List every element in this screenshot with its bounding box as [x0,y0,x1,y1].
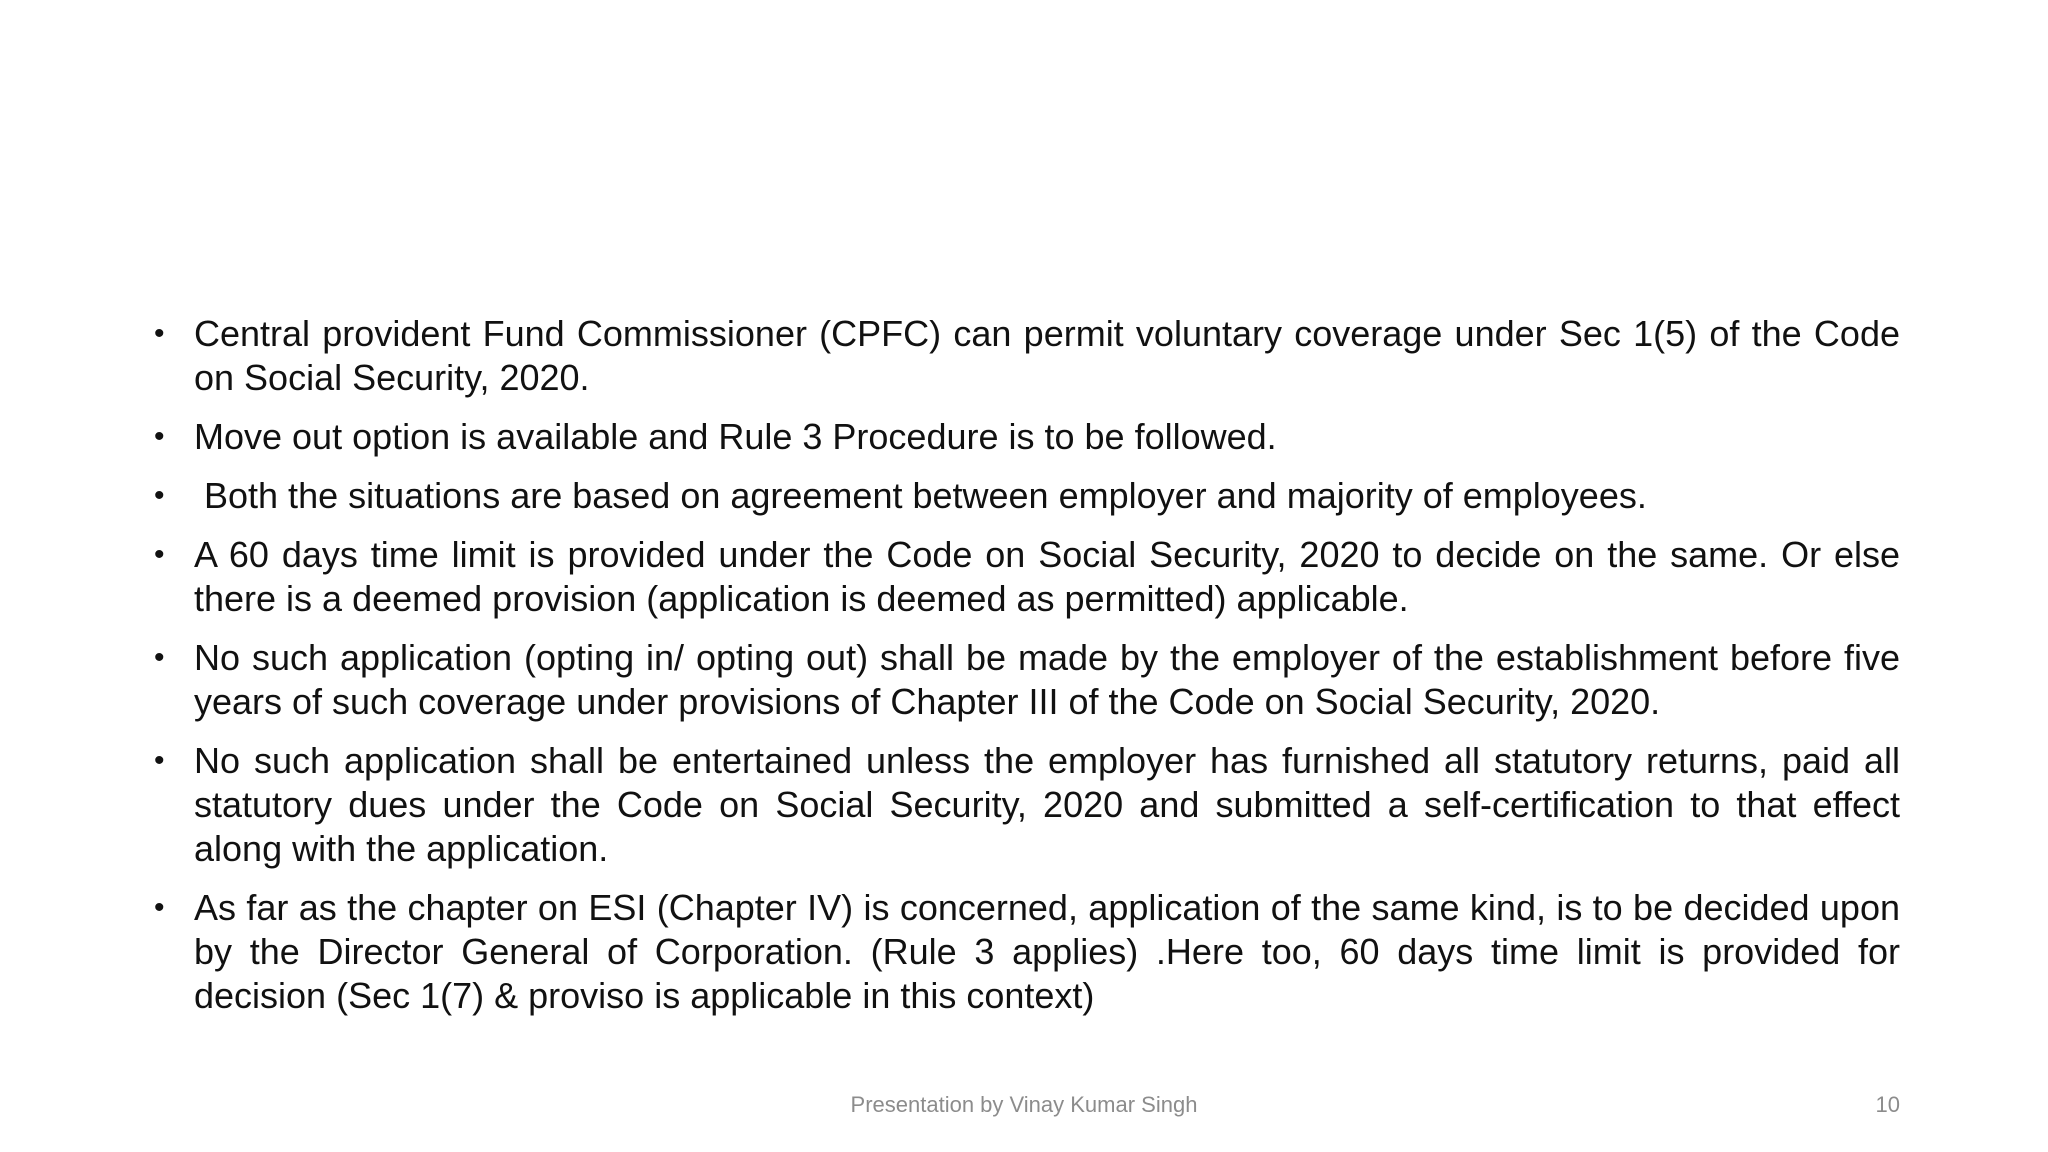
bullet-item [148,533,1900,621]
bullet-text: Central provident Fund Commissioner (CPFC) can permit voluntary coverage under Sec 1(5) of the Code on Social Security, 2020. [194,313,1900,398]
bullet-item [148,474,1900,518]
bullet-text: Both the situations are based on agreement between employer and majority of employees. [194,475,1647,516]
bullet-text: Move out option is available and Rule 3 Procedure is to be followed. [194,416,1277,457]
bullet-icon: • [154,317,165,350]
bullet-item [148,415,1900,459]
bullet-text: A 60 days time limit is provided under the Code on Social Security, 2020 to decide on the same. Or else there is a deemed provision (application is deemed as permitted) applicable. [194,534,1900,619]
bullet-item [148,312,1900,400]
bullet-item [148,739,1900,871]
bullet-icon: • [154,641,165,674]
bullet-list [148,312,1900,1033]
bullet-icon: • [154,538,165,571]
bullet-item [148,886,1900,1018]
bullet-icon: • [154,479,165,512]
bullet-icon: • [154,744,165,777]
bullet-item [148,636,1900,724]
bullet-text: No such application shall be entertained unless the employer has furnished all statutory returns, paid all statutory dues under the Code on Social Security, 2020 and submitted a self-certification to that effect along with the application. [194,740,1900,869]
bullet-icon: • [154,891,165,924]
bullet-text: No such application (opting in/ opting out) shall be made by the employer of the establishment before five years of such coverage under provisions of Chapter III of the Code on Social Security, 2020. [194,637,1900,722]
page-number: 10 [1875,1092,1900,1117]
footer-text: Presentation by Vinay Kumar Singh [850,1092,1198,1117]
bullet-text: As far as the chapter on ESI (Chapter IV) is concerned, application of the same kind, is to be decided upon by the Director General of Corporation. (Rule 3 applies) .Here too, 60 days time limit is provided for decision (Sec 1(7) & proviso is applicable in this context) [194,887,1900,1016]
bullet-icon: • [154,420,165,453]
